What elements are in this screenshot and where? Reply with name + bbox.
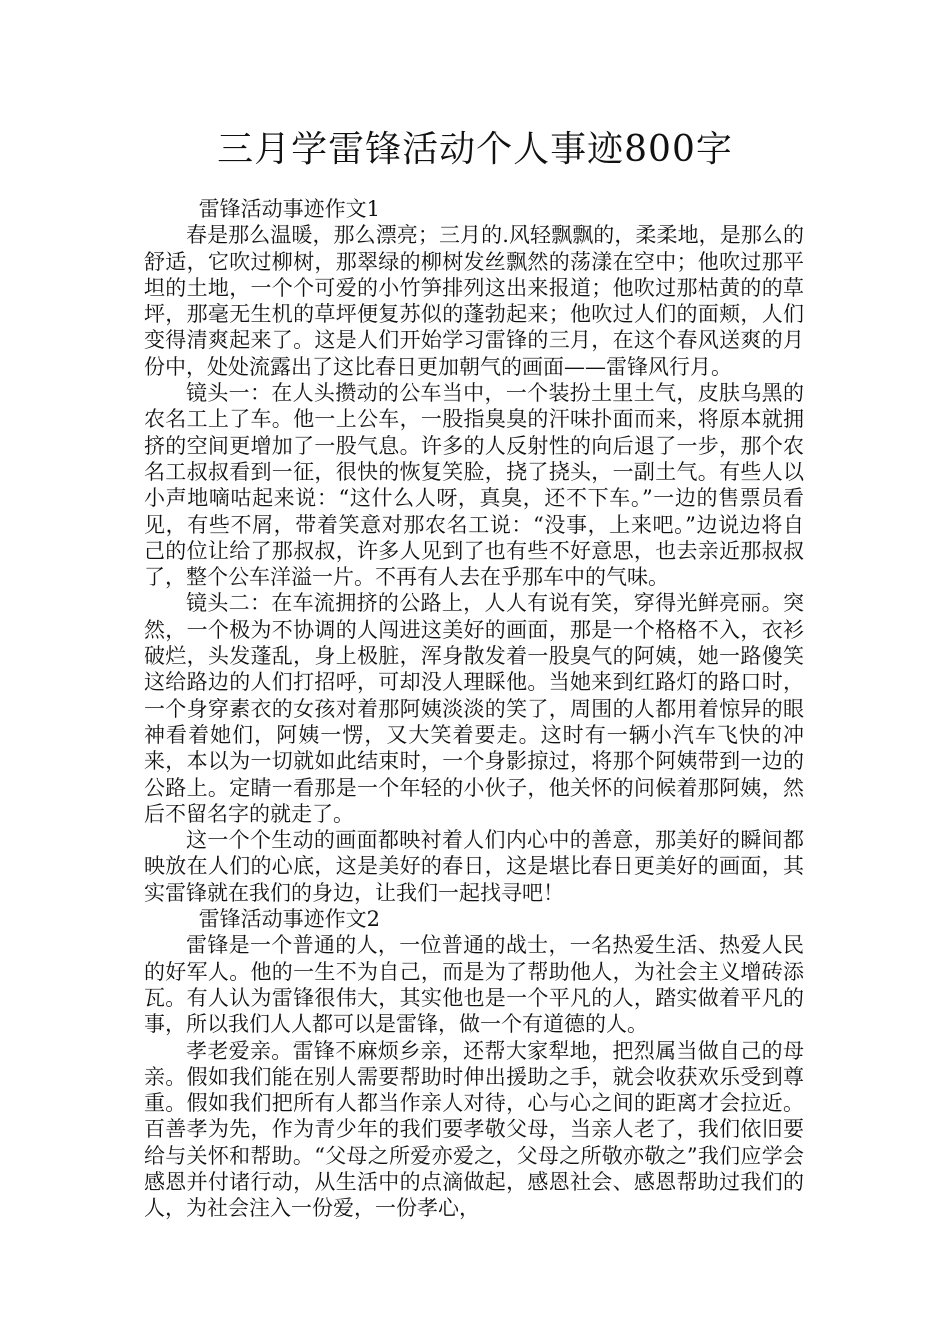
paragraph: 镜头一：在人头攒动的公车当中，一个装扮土里土气，皮肤乌黑的农名工上了车。他一上公车，一股指臭臭的汗味扑面而来，将原本就拥挤的空间更增加了一股气息。许多的人反射性的向后退了一步，那个农名工叔叔看到一征，很快的恢复笑脸，挠了挠头，一副土气。有些人以小声地嘀咕起来说：“这什么人呀，真臭，还不下车。”一边的售票员看见，有些不屑，带着笑意对那农名工说：“没事，上来吧。”边说边将自己的位让给了那叔叔，许多人见到了也有些不好意思，也去亲近那叔叔了，整个公车洋溢一片。不再有人去在乎那车中的气味。	[144, 381, 804, 590]
paragraph: 春是那么温暖，那么漂亮；三月的.风轻飘飘的，柔柔地，是那么的舒适，它吹过柳树，那翠绿的柳树发丝飘然的荡漾在空中；他吹过那平坦的土地，一个个可爱的小竹笋排列这出来报道；他吹过那枯黄的的草坪，那毫无生机的草坪便复苏似的蓬勃起来；他吹过人们的面颊，人们变得清爽起来了。这是人们开始学习雷锋的三月，在这个春风送爽的月份中，处处流露出了这比春日更加朝气的画面——雷锋风行月。	[144, 223, 804, 379]
document-body	[144, 196, 804, 1222]
section-heading-2: 雷锋活动事迹作文2	[198, 907, 380, 932]
paragraph: 这一个个生动的画面都映衬着人们内心中的善意，那美好的瞬间都映放在人们的心底，这是美好的春日，这是堪比春日更美好的画面，其实雷锋就在我们的身边，让我们一起找寻吧！	[144, 828, 804, 905]
document-title: 三月学雷锋活动个人事迹800字	[217, 129, 733, 170]
paragraph: 雷锋是一个普通的人，一位普通的战士，一名热爱生活、热爱人民的好军人。他的一生不为自己，而是为了帮助他人，为社会主义增砖添瓦。有人认为雷锋很伟大，其实他也是一个平凡的人，踏实做着平凡的事，所以我们人人都可以是雷锋，做一个有道德的人。	[144, 933, 804, 1037]
paragraph: 孝老爱亲。雷锋不麻烦乡亲，还帮大家犁地，把烈属当做自己的母亲。假如我们能在别人需要帮助时伸出援助之手，就会收获欢乐受到尊重。假如我们把所有人都当作亲人对待，心与心之间的距离才会拉近。百善孝为先，作为青少年的我们要孝敬父母，当亲人老了，我们依旧要给与关怀和帮助。“父母之所爱亦爱之，父母之所敬亦敬之”我们应学会感恩并付诸行动，从生活中的点滴做起，感恩社会、感恩帮助过我们的人，为社会注入一份爱，一份孝心，	[144, 1038, 804, 1221]
paragraph: 镜头二：在车流拥挤的公路上，人人有说有笑，穿得光鲜亮丽。突然，一个极为不协调的人闯进这美好的画面，那是一个格格不入，衣衫破烂，头发蓬乱，身上极脏，浑身散发着一股臭气的阿姨，她一路傻笑这给路边的人们打招呼，可却没人理睬他。当她来到红路灯的路口时，一个身穿素衣的女孩对着那阿姨淡淡的笑了，周围的人都用着惊异的眼神看着她们，阿姨一愣，又大笑着要走。这时有一辆小汽车飞快的冲来，本以为一切就如此结束时，一个身影掠过，将那个阿姨带到一边的公路上。定睛一看那是一个年轻的小伙子，他关怀的问候着那阿姨，然后不留名字的就走了。	[144, 591, 804, 826]
section-heading-1: 雷锋活动事迹作文1	[198, 197, 380, 221]
